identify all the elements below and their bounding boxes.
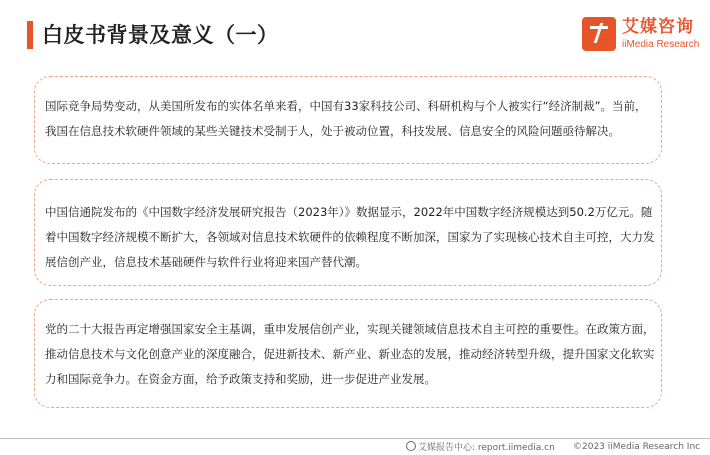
title-accent-bar <box>27 21 33 49</box>
card-2-text: 中国信通院发布的《中国数字经济发展研究报告（2023年）》数据显示，2022年中国数字经济规模达到50.2万亿元。随着中国数字经济规模不断扩大，各领域对信息技术软硬件的依赖程度不断加深，国家为了实现核心技术自主可控，大力发展信创产业，信息技术基础硬件与软件行业将迎来国产替代潮。 <box>45 205 655 269</box>
content-card-2 <box>34 179 662 286</box>
page-title: 白皮书背景及意义（一） <box>42 23 279 47</box>
footer-source-text: 艾媒报告中心: report.iimedia.cn <box>418 443 555 453</box>
footer-divider <box>0 438 710 439</box>
footer-source <box>406 441 555 454</box>
content-card-3 <box>34 299 662 408</box>
logo-en-text: iiMedia Research <box>622 39 700 50</box>
report-center-icon <box>406 441 416 451</box>
logo-cn-text: 艾媒咨询 <box>622 17 694 37</box>
card-1-text: 国际竞争局势变动，从美国所发布的实体名单来看，中国有33家科技公司、科研机构与个人被实行“经济制裁”。当前，我国在信息技术软硬件领域的某些关键技术受制于人，处于被动位置，科技发展、信息安全的风险问题亟待解决。 <box>45 99 647 138</box>
content-card-1 <box>34 76 662 164</box>
brand-logo <box>582 17 700 55</box>
logo-mark-icon <box>582 17 616 51</box>
card-3-text: 党的二十大报告再定增强国家安全主基调，重申发展信创产业，实现关键领域信息技术自主可控的重要性。在政策方面，推动信息技术与文化创意产业的深度融合，促进新技术、新产业、新业态的发展，推动经济转型升级，提升国家文化软实力和国际竞争力。在资金方面，给予政策支持和奖励，进一步促进产业发展。 <box>45 322 655 386</box>
footer-copyright: ©2023 iiMedia Research Inc <box>573 442 701 452</box>
